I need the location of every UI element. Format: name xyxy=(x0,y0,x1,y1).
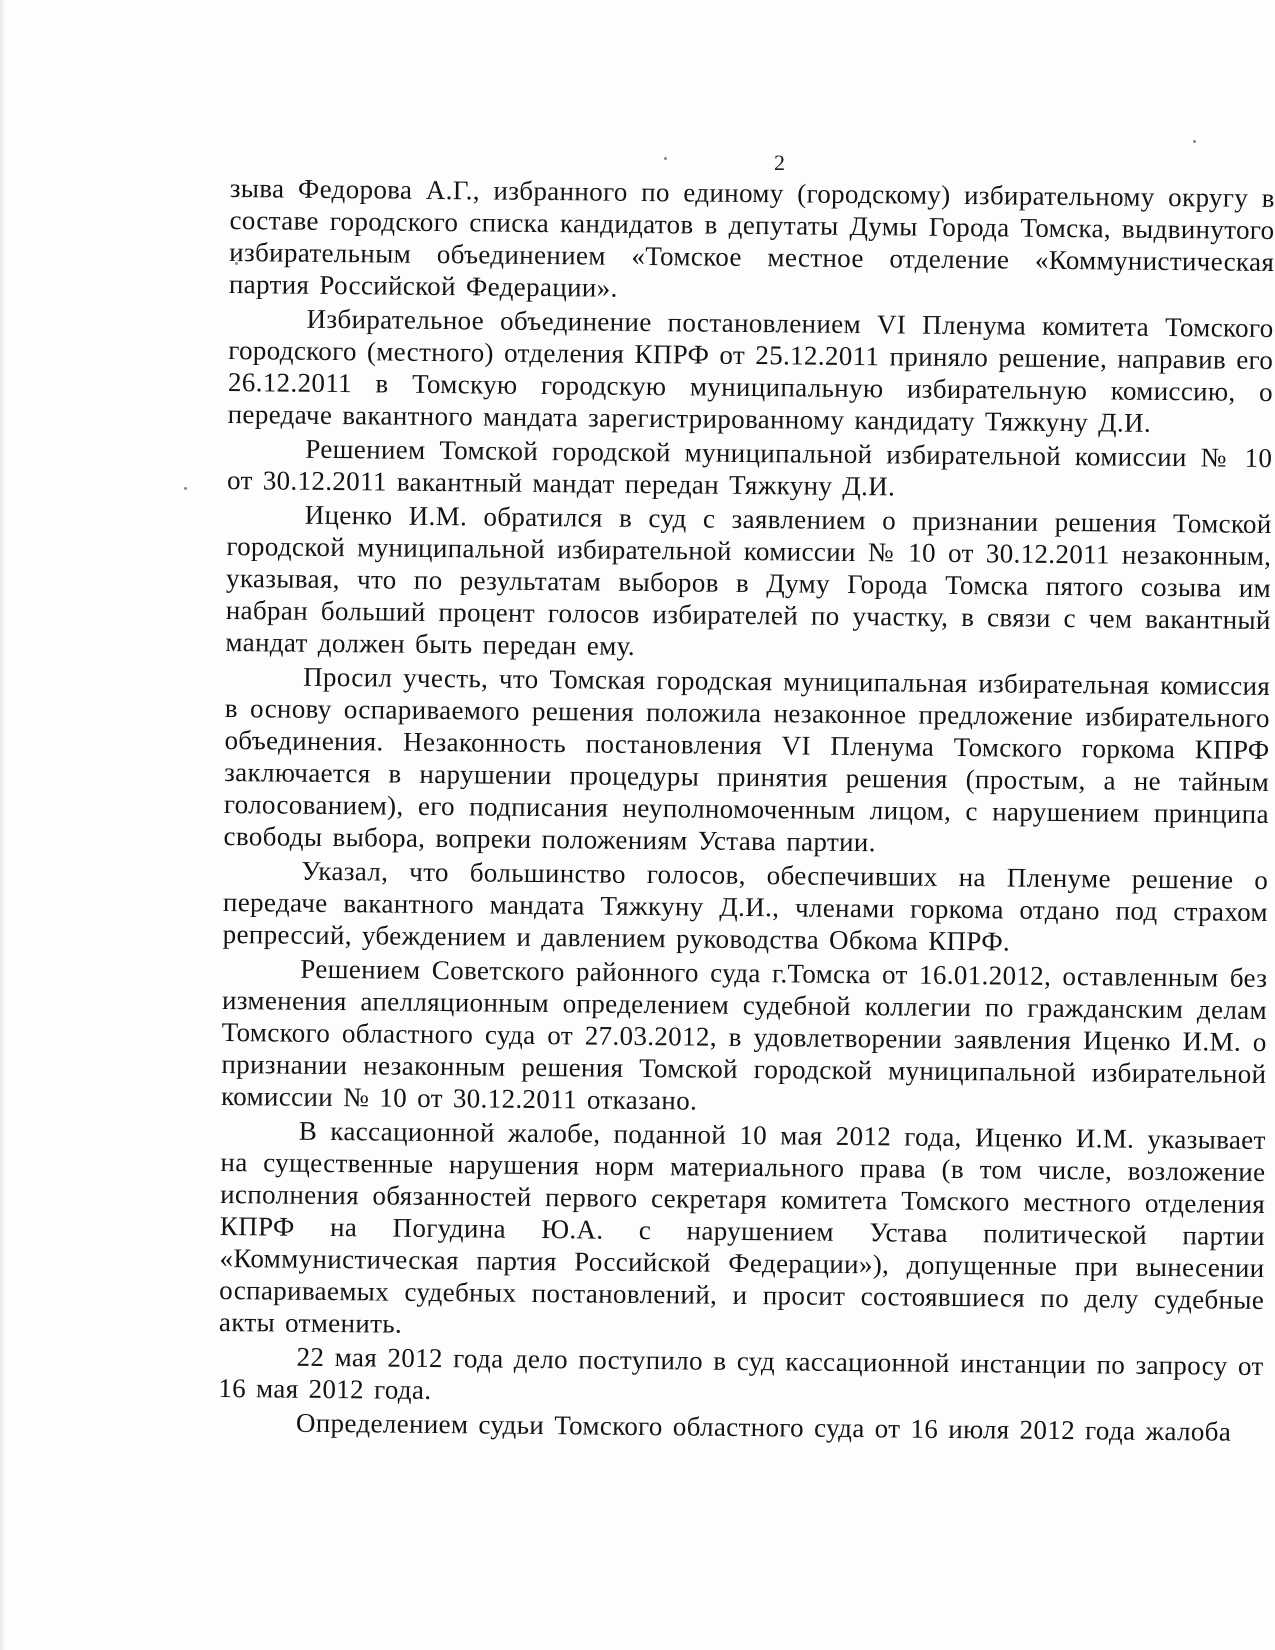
paragraph: 22 мая 2012 года дело поступило в суд кассационной инстанции по запросу от 16 мая 2012 года. xyxy=(218,1341,1264,1405)
paragraph: Решением Томской городской муниципальной избирательной комиссии № 10 от 30.12.2011 вакантный мандат передан Тяжкуну Д.И. xyxy=(226,433,1273,502)
paragraph: Указал, что большинство голосов, обеспечивших на Пленуме решение о передаче вакантного мандата Тяжкуну Д.И., членами горкома отдано под страхом репрессий, убеждением и давлением руководства Обкома КПРФ. xyxy=(222,855,1269,957)
scan-edge xyxy=(0,0,6,1650)
scan-speck xyxy=(664,157,667,160)
paragraph: Избирательное объединение постановлением VI Пленума комитета Томского городского (местного) отделения КПРФ от 25.12.2011 приняло решение, направив его 26.12.2011 в Томскую городскую муниципальную избирательную комиссию, о передаче вакантного мандата зарегистрированному кандидату Тяжкуну Д.И. xyxy=(227,303,1274,438)
page-number: 2 xyxy=(774,150,785,175)
paragraph: В кассационной жалобе, поданной 10 мая 2012 года, Иценко И.М. указывает на существенные нарушения норм материального права (в том числе, возложение исполнения обязанностей первого секретаря комитета Томского местного отделения КПРФ на Погудина Ю.А. с нарушением Устава политической партии «Коммунистическая партия Российской Федерации»), допущенные при вынесении оспариваемых судебных постановлений, и просит состоявшиеся по делу судебные акты отменить. xyxy=(218,1115,1266,1339)
paragraph: Просил учесть, что Томская городская муниципальная избирательная комиссия в основу оспариваемого решения положила незаконное предложение избирательного объединения. Незаконность постановления VI Пленума Томского горкома КПРФ заключается в нарушении процедуры принятия решения (простым, а не тайным голосованием), его подписания неуполномоченным лицом, с нарушением принципа свободы выбора, вопреки положениям Устава партии. xyxy=(223,661,1271,858)
document-body xyxy=(218,172,1275,1450)
paragraph: Иценко И.М. обратился в суд с заявлением о признании решения Томской городской муниципальной избирательной комиссии № 10 от 30.12.2011 незаконным, указывая, что по результатам выборов в Думу Города Томска пятого созыва им набран больший процент голосов избирателей по участку, в связи с чем вакантный мандат должен быть передан ему. xyxy=(225,499,1272,661)
paragraph: зыва Федорова А.Г., избранного по единому (городскому) избирательному округу в составе городского списка кандидатов в депутаты Думы Города Томска, выдвинутого избирательным объединением «Томское местное отделение «Коммунистическая партия Российской Федерации». xyxy=(228,172,1275,303)
scan-speck xyxy=(184,487,187,490)
paragraph: Решением Советского районного суда г.Томска от 16.01.2012, оставленным без изменения апелляционным определением судебной коллегии по гражданским делам Томского областного суда от 27.03.2012, в удовлетворении заявления Иценко И.М. о признании незаконным решения Томской городской муниципальной избирательной комиссии № 10 от 30.12.2011 отказано. xyxy=(220,953,1268,1116)
scan-speck xyxy=(1193,140,1196,143)
paragraph: Определением судьи Томского областного суда от 16 июля 2012 года жалоба xyxy=(295,1407,1232,1447)
